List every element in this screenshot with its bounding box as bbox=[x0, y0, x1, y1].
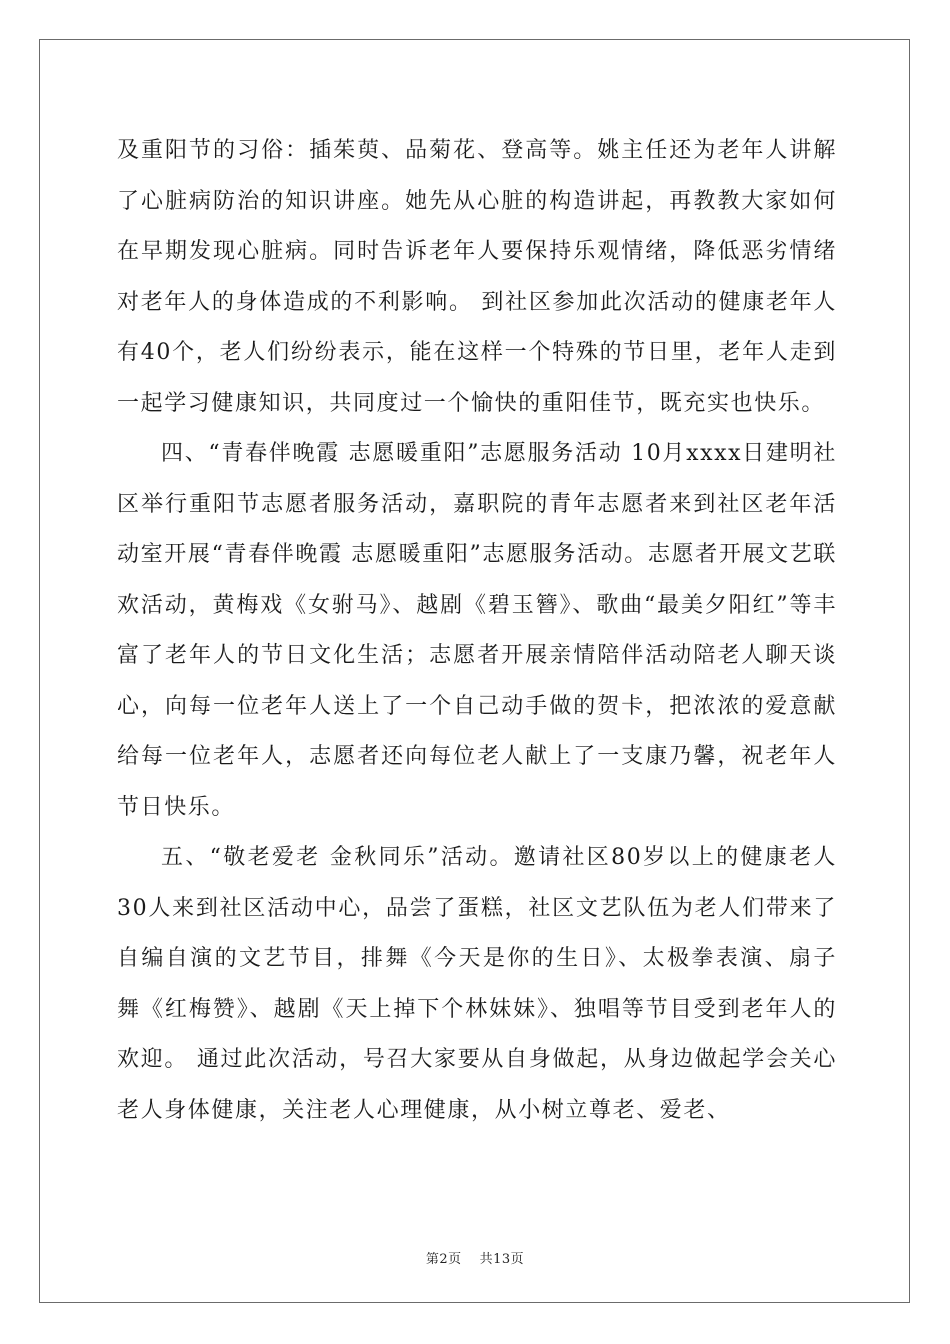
document-body bbox=[117, 126, 837, 1136]
paragraph-3: 五、“敬老爱老 金秋同乐”活动。邀请社区80岁以上的健康老人30人来到社区活动中心，品尝了蛋糕，社区文艺队伍为老人们带来了自编自演的文艺节目，排舞《今天是你的生日》、太极拳表演、扇子舞《红梅赞》、越剧《天上掉下个林妹妹》、独唱等节目受到老年人的欢迎。 通过此次活动，号召大家要从自身做起，从身边做起学会关心老人身体健康，关注老人心理健康，从小树立尊老、爱老、 bbox=[117, 845, 837, 1123]
page-number: 第2页 bbox=[425, 1252, 462, 1267]
page-footer bbox=[0, 1248, 950, 1267]
paragraph-1: 及重阳节的习俗：插茱萸、品菊花、登高等。姚主任还为老年人讲解了心脏病防治的知识讲座。她先从心脏的构造讲起，再教教大家如何在早期发现心脏病。同时告诉老年人要保持乐观情绪，降低恶劣情绪对老年人的身体造成的不利影响。 到社区参加此次活动的健康老年人有40个，老人们纷纷表示，能在这样一个特殊的节日里，老年人走到一起学习健康知识，共同度过一个愉快的重阳佳节，既充实也快乐。 bbox=[117, 138, 837, 416]
paragraph-2: 四、“青春伴晚霞 志愿暖重阳”志愿服务活动 10月xxxx日建明社区举行重阳节志愿者服务活动，嘉职院的青年志愿者来到社区老年活动室开展“青春伴晚霞 志愿暖重阳”志愿服务活动。志愿者开展文艺联欢活动，黄梅戏《女驸马》、越剧《碧玉簪》、歌曲“最美夕阳红”等丰富了老年人的节日文化生活；志愿者开展亲情陪伴活动陪老人聊天谈心，向每一位老年人送上了一个自己动手做的贺卡，把浓浓的爱意献给每一位老年人，志愿者还向每位老人献上了一支康乃馨，祝老年人节日快乐。 bbox=[117, 441, 837, 820]
page-total: 共13页 bbox=[479, 1252, 525, 1267]
